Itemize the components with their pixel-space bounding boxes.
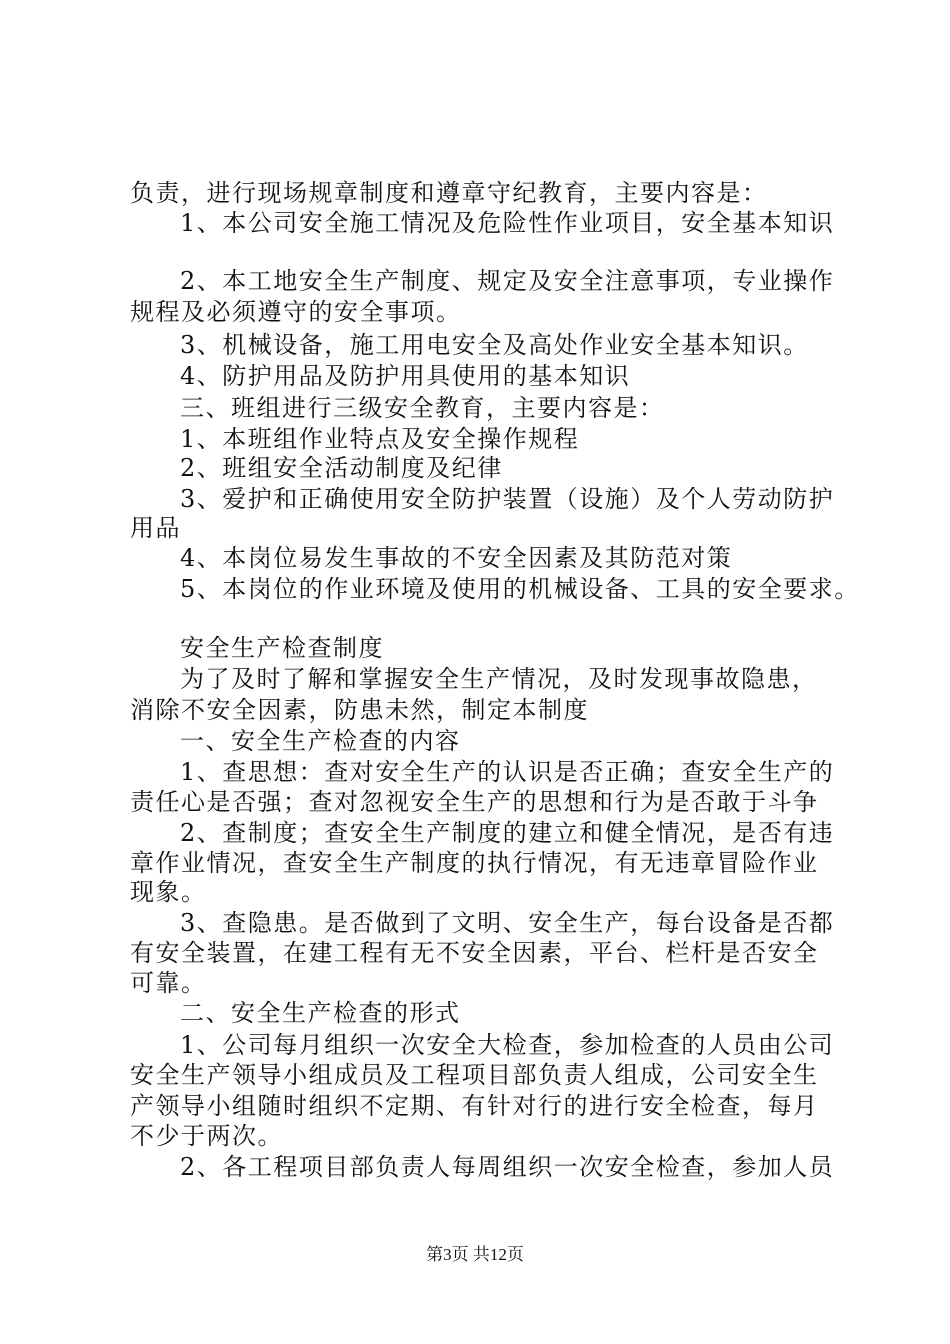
text-line: 章作业情况，查安全生产制度的执行情况，有无违章冒险作业 [130, 849, 819, 877]
text-line: 1、查思想：查对安全生产的认识是否正确；查安全生产的 [180, 758, 835, 786]
text-line: 2、本工地安全生产制度、规定及安全注意事项，专业操作 [180, 267, 835, 295]
section-heading: 三、班组进行三级安全教育，主要内容是： [180, 394, 665, 422]
text-line: 4、防护用品及防护用具使用的基本知识 [180, 362, 631, 390]
text-line: 规程及必须遵守的安全事项。 [130, 298, 462, 326]
text-line: 可靠。 [130, 969, 207, 997]
text-line: 3、机械设备，施工用电安全及高处作业安全基本知识。 [180, 331, 809, 359]
text-line: 4、本岗位易发生事故的不安全因素及其防范对策 [180, 544, 733, 572]
text-line: 3、爱护和正确使用安全防护装置（设施）及个人劳动防护 [180, 485, 835, 513]
text-line: 2、查制度；查安全生产制度的建立和健全情况，是否有违 [180, 819, 835, 847]
text-line: 安全生产领导小组成员及工程项目部负责人组成，公司安全生 [130, 1061, 819, 1089]
section-heading: 二、安全生产检查的形式 [180, 999, 461, 1027]
page-number: 第3页 共12页 [426, 1245, 524, 1264]
text-line: 1、公司每月组织一次安全大检查，参加检查的人员由公司 [180, 1031, 835, 1059]
text-line: 3、查隐患。是否做到了文明、安全生产，每台设备是否都 [180, 909, 835, 937]
section-heading: 一、安全生产检查的内容 [180, 727, 461, 755]
document-title: 安全生产检查制度 [180, 634, 384, 662]
text-line: 负责，进行现场规章制度和遵章守纪教育，主要内容是： [130, 179, 768, 207]
text-line: 消除不安全因素，防患未然，制定本制度 [130, 696, 589, 724]
text-line: 用品 [130, 514, 181, 542]
text-line: 2、班组安全活动制度及纪律 [180, 454, 503, 482]
text-line: 责任心是否强；查对忽视安全生产的思想和行为是否敢于斗争 [130, 788, 819, 816]
text-line: 现象。 [130, 878, 207, 906]
text-line: 1、本班组作业特点及安全操作规程 [180, 425, 580, 453]
text-line: 5、本岗位的作业环境及使用的机械设备、工具的安全要求。 [180, 575, 860, 603]
text-line: 不少于两次。 [130, 1122, 283, 1150]
text-line: 为了及时了解和掌握安全生产情况，及时发现事故隐患， [180, 665, 818, 693]
text-line: 1、本公司安全施工情况及危险性作业项目，安全基本知识 [180, 209, 835, 237]
text-line: 有安全装置，在建工程有无不安全因素，平台、栏杆是否安全 [130, 939, 819, 967]
text-line: 2、各工程项目部负责人每周组织一次安全检查，参加人员 [180, 1153, 835, 1181]
text-line: 产领导小组随时组织不定期、有针对行的进行安全检查，每月 [130, 1092, 819, 1120]
